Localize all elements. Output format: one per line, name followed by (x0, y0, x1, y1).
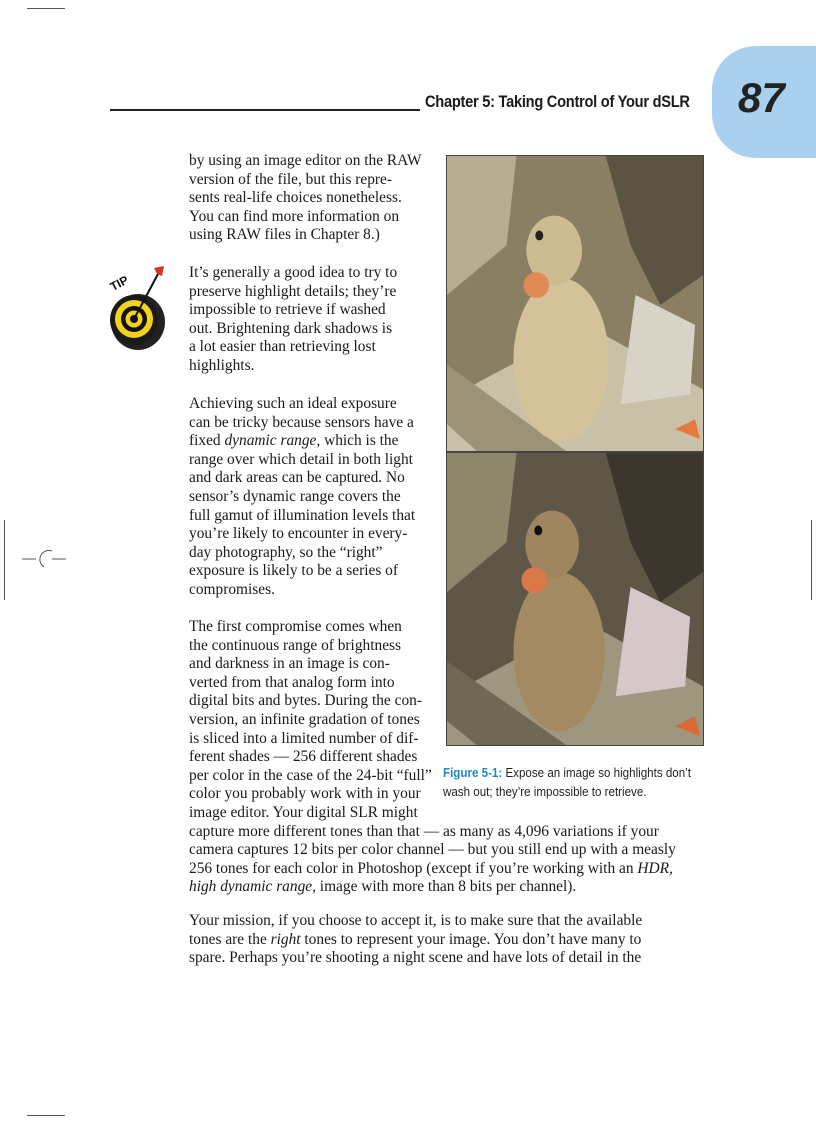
header-rule (110, 109, 420, 111)
page-number: 87 (738, 74, 785, 121)
crop-mark (4, 520, 5, 600)
crop-mark (27, 1115, 65, 1116)
figure-photo-bottom (446, 452, 704, 746)
figure-caption: Figure 5-1: Expose an image so highlights don’t wash out; they’re impossible to retrieve. (443, 766, 691, 799)
paragraph: The first compromise comes when the continuous range of brightness and darkness in an image is con- verted from that analog form into digital bits and bytes. During the con- version, an infinite gradation of tones is sliced into a limited number of dif- ferent shades — 256 different shades per color in the case of the 24-bit “full” color you probably work with in your image editor. Your digital SLR might capture more different tones than that — as many as 4,096 variations if your camera captures 12 bits per color channel — but you still end up with a measly 256 tones for each color in Photoshop (except if you’re working with an HDR, high dynamic range, image with more than 8 bits per channel). (189, 618, 676, 896)
crop-mark (27, 8, 65, 9)
figure-photo-top (446, 155, 704, 452)
tip-paragraph: It’s generally a good idea to try to preserve highlight details; they’re impossible to retrieve if washed out. Brightening dark shadows is a lot easier than retrieving lost highlights. (189, 264, 398, 374)
paragraph: by using an image editor on the RAW version of the file, but this repre- sents real-life choices nonetheless. You can find more information on using RAW files in Chapter 8.) (189, 152, 422, 244)
chapter-title: Chapter 5: Taking Control of Your dSLR (425, 92, 690, 111)
registration-mark (22, 546, 66, 572)
tip-icon (104, 262, 170, 352)
figure-label: Figure 5-1: (443, 766, 503, 780)
tip-label: TIP (107, 272, 131, 294)
crop-mark (811, 520, 812, 600)
paragraph: Your mission, if you choose to accept it, is to make sure that the available tones are the right tones to represent your image. You don’t have many to spare. Perhaps you’re shooting a night scene and have lots of detail in the (189, 912, 643, 967)
paragraph: Achieving such an ideal exposure can be tricky because sensors have a fixed dynamic range, which is the range over which detail in both light and dark areas can be captured. No sensor’s dynamic range covers the full gamut of illumination levels that you’re likely to encounter in every- day photography, so the “right” exposure is likely to be a series of compromises. (189, 395, 416, 598)
term-dynamic-range: dynamic range, (224, 432, 321, 450)
